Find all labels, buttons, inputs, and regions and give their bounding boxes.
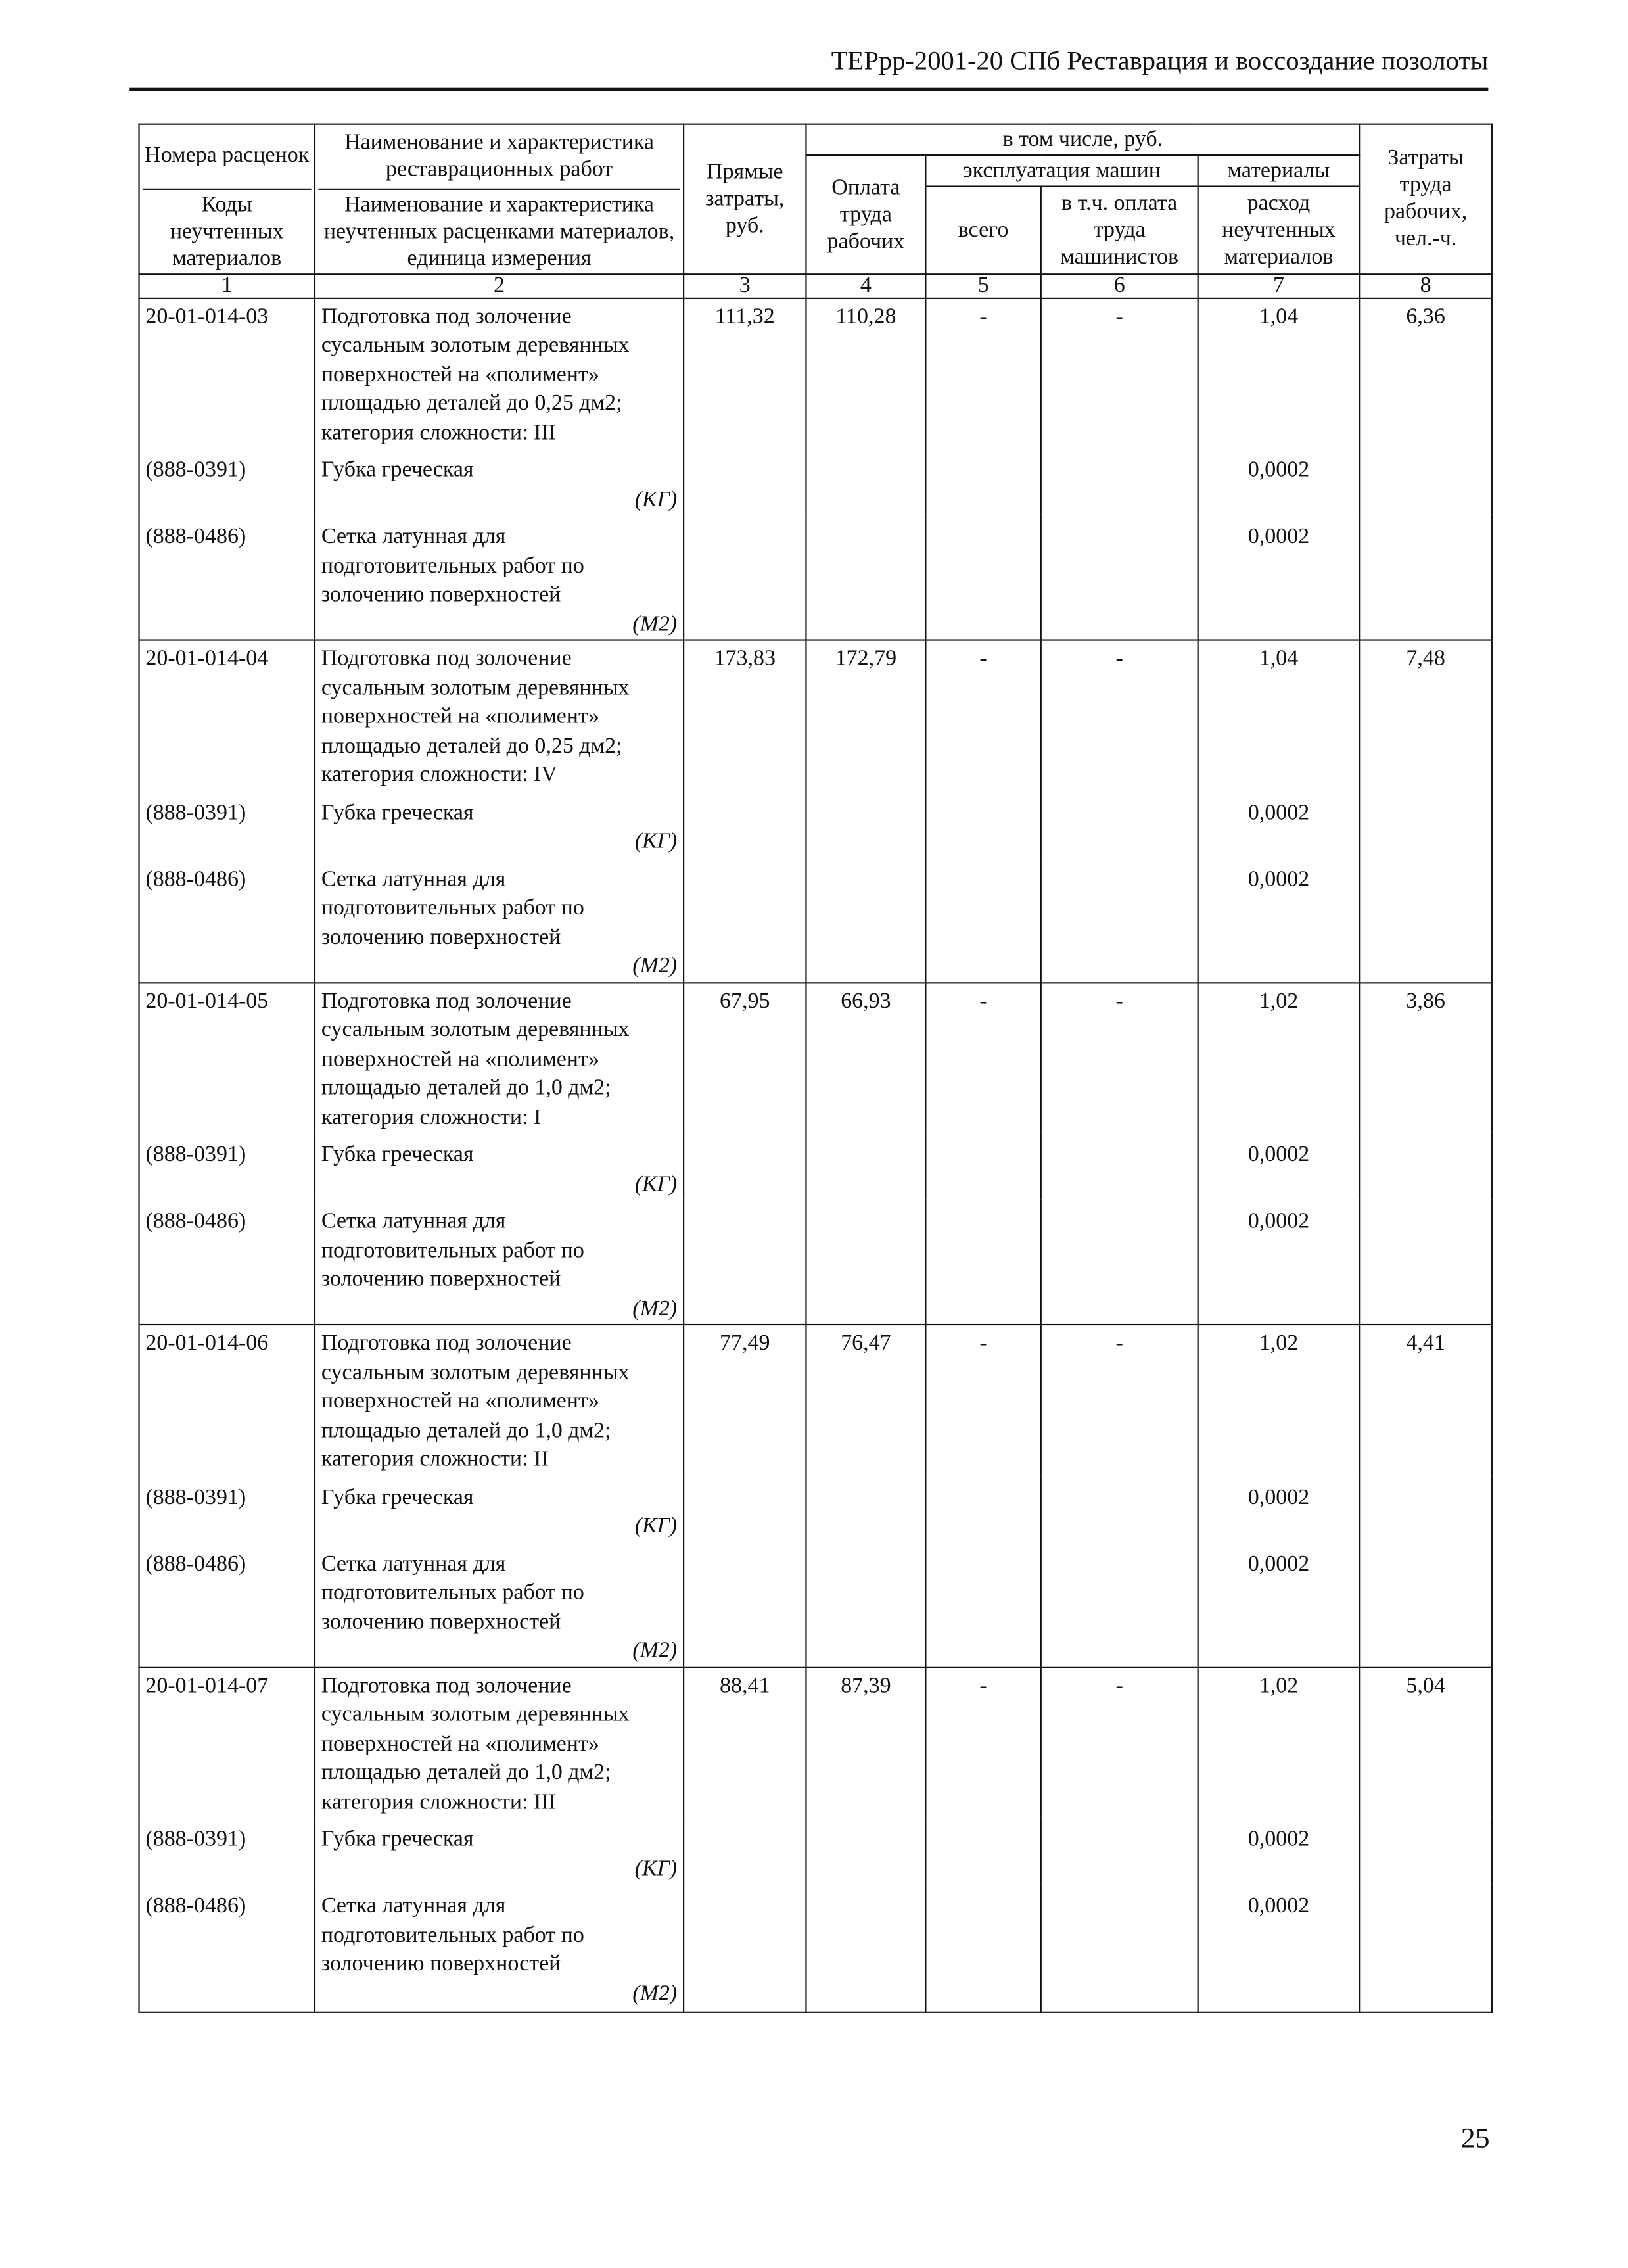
header-col7: расход неучтенных материалов (1198, 187, 1360, 274)
empty-cell (925, 448, 1040, 514)
header-col4: Оплата труда рабочих (806, 155, 925, 273)
header-col2-bottom: Наименование и характеристика неучтенных расценками материалов, единица измерения (315, 187, 684, 274)
empty-cell (925, 1199, 1040, 1325)
empty-cell (1041, 1133, 1198, 1199)
material-code: (888-0486) (139, 857, 315, 982)
material-unit: (КГ) (634, 1171, 678, 1196)
empty-cell (1041, 1817, 1198, 1883)
labor-hours: 7,48 (1359, 640, 1492, 791)
rate-code: 20-01-014-04 (139, 640, 315, 791)
empty-cell (684, 448, 806, 514)
header-group-incl: в том числе, руб. (806, 124, 1359, 155)
material-code: (888-0391) (139, 790, 315, 857)
empty-cell (684, 790, 806, 857)
labor-pay: 76,47 (806, 1325, 925, 1475)
empty-cell (1359, 515, 1492, 640)
empty-cell (684, 857, 806, 982)
machines-total: - (925, 982, 1040, 1133)
machinists-pay: - (1041, 982, 1198, 1133)
rate-description: Подготовка под золочение сусальным золотым деревянных поверхностей на «полимент» площадью деталей до 1,0 дм2; категория сложности: II (315, 1325, 684, 1475)
empty-cell (806, 515, 925, 640)
material-row (139, 790, 1492, 857)
material-code: (888-0391) (139, 1475, 315, 1542)
material-code: (888-0486) (139, 515, 315, 640)
header-group-materials: материалы (1198, 155, 1360, 186)
material-code: (888-0486) (139, 1542, 315, 1667)
material-description (315, 1542, 684, 1667)
material-quantity: 0,0002 (1198, 790, 1360, 857)
header-col3: Прямые затраты, руб. (684, 124, 806, 273)
empty-cell (806, 1817, 925, 1883)
empty-cell (925, 1884, 1040, 2012)
material-name: Сетка латунная для подготовительных работ по золочению поверхностей (321, 1893, 584, 1976)
material-name: Сетка латунная для подготовительных работ по золочению поверхностей (321, 524, 584, 607)
material-unit: (М2) (632, 1981, 678, 2006)
empty-cell (1041, 1884, 1198, 2012)
empty-cell (1041, 1199, 1198, 1325)
material-code: (888-0391) (139, 1817, 315, 1883)
material-name: Сетка латунная для подготовительных работ по золочению поверхностей (321, 1209, 584, 1292)
direct-costs: 173,83 (684, 640, 806, 791)
materials-cost: 1,02 (1198, 1325, 1360, 1475)
empty-cell (925, 515, 1040, 640)
machines-total: - (925, 1667, 1040, 1818)
empty-cell (925, 857, 1040, 982)
materials-cost: 1,02 (1198, 1667, 1360, 1818)
empty-cell (1041, 515, 1198, 640)
material-row (139, 1817, 1492, 1883)
material-unit: (М2) (632, 1638, 678, 1663)
material-name: Сетка латунная для подготовительных работ по золочению поверхностей (321, 1551, 584, 1634)
empty-cell (806, 1542, 925, 1667)
empty-cell (1041, 448, 1198, 514)
material-row (139, 1199, 1492, 1325)
material-quantity: 0,0002 (1198, 515, 1360, 640)
empty-cell (1359, 448, 1492, 514)
empty-cell (1359, 790, 1492, 857)
header-rule (129, 88, 1488, 91)
material-name: Губка греческая (321, 1484, 474, 1509)
material-unit: (КГ) (634, 1856, 678, 1881)
material-quantity: 0,0002 (1198, 1475, 1360, 1542)
machines-total: - (925, 640, 1040, 791)
header-col8: Затраты труда рабочих, чел.-ч. (1359, 124, 1492, 273)
labor-pay: 87,39 (806, 1667, 925, 1818)
rate-description: Подготовка под золочение сусальным золотым деревянных поверхностей на «полимент» площадью деталей до 0,25 дм2; категория сложности: III (315, 298, 684, 448)
running-header: ТЕРрр-2001-20 СПб Реставрация и воссоздание позолоты (831, 48, 1489, 77)
empty-cell (806, 448, 925, 514)
rates-table (138, 124, 1493, 2013)
material-quantity: 0,0002 (1198, 448, 1360, 514)
material-quantity: 0,0002 (1198, 1133, 1360, 1199)
direct-costs: 111,32 (684, 298, 806, 448)
empty-cell (1359, 1199, 1492, 1325)
material-description (315, 1817, 684, 1883)
empty-cell (1359, 1475, 1492, 1542)
rate-code: 20-01-014-05 (139, 982, 315, 1133)
machinists-pay: - (1041, 298, 1198, 448)
column-number: 1 (139, 273, 315, 298)
empty-cell (1359, 1542, 1492, 1667)
material-row (139, 515, 1492, 640)
material-row (139, 1542, 1492, 1667)
material-unit: (М2) (632, 611, 678, 636)
header-col6: в т.ч. оплата труда машинистов (1041, 187, 1198, 274)
material-description (315, 1199, 684, 1325)
labor-pay: 110,28 (806, 298, 925, 448)
empty-cell (806, 857, 925, 982)
empty-cell (1359, 1884, 1492, 2012)
empty-cell (684, 1133, 806, 1199)
material-quantity: 0,0002 (1198, 1542, 1360, 1667)
rate-row (139, 1667, 1492, 1818)
header-group-machines: эксплуатация машин (925, 155, 1198, 186)
material-description (315, 515, 684, 640)
empty-cell (1041, 857, 1198, 982)
column-number: 2 (315, 273, 684, 298)
column-number: 5 (925, 273, 1040, 298)
column-number: 6 (1041, 273, 1198, 298)
empty-cell (1041, 790, 1198, 857)
empty-cell (925, 1475, 1040, 1542)
empty-cell (806, 1133, 925, 1199)
material-name: Губка греческая (321, 458, 474, 483)
labor-pay: 66,93 (806, 982, 925, 1133)
material-description (315, 857, 684, 982)
table-header (139, 124, 1492, 298)
empty-cell (1041, 1475, 1198, 1542)
column-number: 4 (806, 273, 925, 298)
empty-cell (925, 790, 1040, 857)
empty-cell (1359, 1817, 1492, 1883)
labor-hours: 3,86 (1359, 982, 1492, 1133)
material-description (315, 790, 684, 857)
direct-costs: 67,95 (684, 982, 806, 1133)
column-numbers-row (139, 273, 1492, 298)
materials-cost: 1,02 (1198, 982, 1360, 1133)
material-unit: (КГ) (634, 1513, 678, 1538)
material-unit: (М2) (632, 1296, 678, 1321)
materials-cost: 1,04 (1198, 298, 1360, 448)
empty-cell (684, 1475, 806, 1542)
material-row (139, 1133, 1492, 1199)
material-description (315, 1884, 684, 2012)
material-name: Губка греческая (321, 1827, 474, 1852)
material-name: Губка греческая (321, 800, 474, 824)
rate-code: 20-01-014-06 (139, 1325, 315, 1475)
empty-cell (684, 1542, 806, 1667)
material-description (315, 1475, 684, 1542)
machinists-pay: - (1041, 1325, 1198, 1475)
empty-cell (1041, 1542, 1198, 1667)
material-name: Сетка латунная для подготовительных работ по золочению поверхностей (321, 866, 584, 949)
material-unit: (М2) (632, 954, 678, 978)
material-quantity: 0,0002 (1198, 1817, 1360, 1883)
empty-cell (925, 1133, 1040, 1199)
labor-hours: 4,41 (1359, 1325, 1492, 1475)
material-unit: (КГ) (634, 829, 678, 854)
empty-cell (806, 1199, 925, 1325)
material-quantity: 0,0002 (1198, 1199, 1360, 1325)
material-row (139, 448, 1492, 514)
material-description (315, 1133, 684, 1199)
header-col1-bottom: Коды неучтенных материалов (139, 187, 315, 274)
direct-costs: 88,41 (684, 1667, 806, 1818)
machinists-pay: - (1041, 1667, 1198, 1818)
column-number: 3 (684, 273, 806, 298)
header-col1-top: Номера расценок (139, 124, 315, 187)
material-row (139, 1475, 1492, 1542)
rate-row (139, 982, 1492, 1133)
material-row (139, 857, 1492, 982)
material-code: (888-0486) (139, 1199, 315, 1325)
material-unit: (КГ) (634, 486, 678, 511)
rate-code: 20-01-014-07 (139, 1667, 315, 1818)
column-number: 7 (1198, 273, 1360, 298)
rate-description: Подготовка под золочение сусальным золотым деревянных поверхностей на «полимент» площадью деталей до 1,0 дм2; категория сложности: III (315, 1667, 684, 1818)
materials-cost: 1,04 (1198, 640, 1360, 791)
empty-cell (806, 1475, 925, 1542)
empty-cell (806, 1884, 925, 2012)
empty-cell (684, 515, 806, 640)
header-col2-top: Наименование и характеристика реставрационных работ (315, 124, 684, 187)
labor-hours: 5,04 (1359, 1667, 1492, 1818)
header-col5: всего (925, 187, 1040, 274)
empty-cell (684, 1884, 806, 2012)
material-name: Губка греческая (321, 1142, 474, 1167)
material-code: (888-0391) (139, 1133, 315, 1199)
material-quantity: 0,0002 (1198, 1884, 1360, 2012)
rate-row (139, 640, 1492, 791)
machines-total: - (925, 1325, 1040, 1475)
rate-row (139, 298, 1492, 448)
material-code: (888-0391) (139, 448, 315, 514)
labor-pay: 172,79 (806, 640, 925, 791)
material-description (315, 448, 684, 514)
rate-row (139, 1325, 1492, 1475)
empty-cell (806, 790, 925, 857)
page-number: 25 (1460, 2123, 1490, 2155)
empty-cell (1359, 1133, 1492, 1199)
material-row (139, 1884, 1492, 2012)
empty-cell (1359, 857, 1492, 982)
labor-hours: 6,36 (1359, 298, 1492, 448)
column-number: 8 (1359, 273, 1492, 298)
material-code: (888-0486) (139, 1884, 315, 2012)
empty-cell (684, 1199, 806, 1325)
empty-cell (925, 1542, 1040, 1667)
empty-cell (684, 1817, 806, 1883)
direct-costs: 77,49 (684, 1325, 806, 1475)
empty-cell (925, 1817, 1040, 1883)
rate-description: Подготовка под золочение сусальным золотым деревянных поверхностей на «полимент» площадью деталей до 0,25 дм2; категория сложности: IV (315, 640, 684, 791)
machines-total: - (925, 298, 1040, 448)
machinists-pay: - (1041, 640, 1198, 791)
material-quantity: 0,0002 (1198, 857, 1360, 982)
rate-code: 20-01-014-03 (139, 298, 315, 448)
rate-description: Подготовка под золочение сусальным золотым деревянных поверхностей на «полимент» площадью деталей до 1,0 дм2; категория сложности: I (315, 982, 684, 1133)
table-body (139, 298, 1492, 2012)
